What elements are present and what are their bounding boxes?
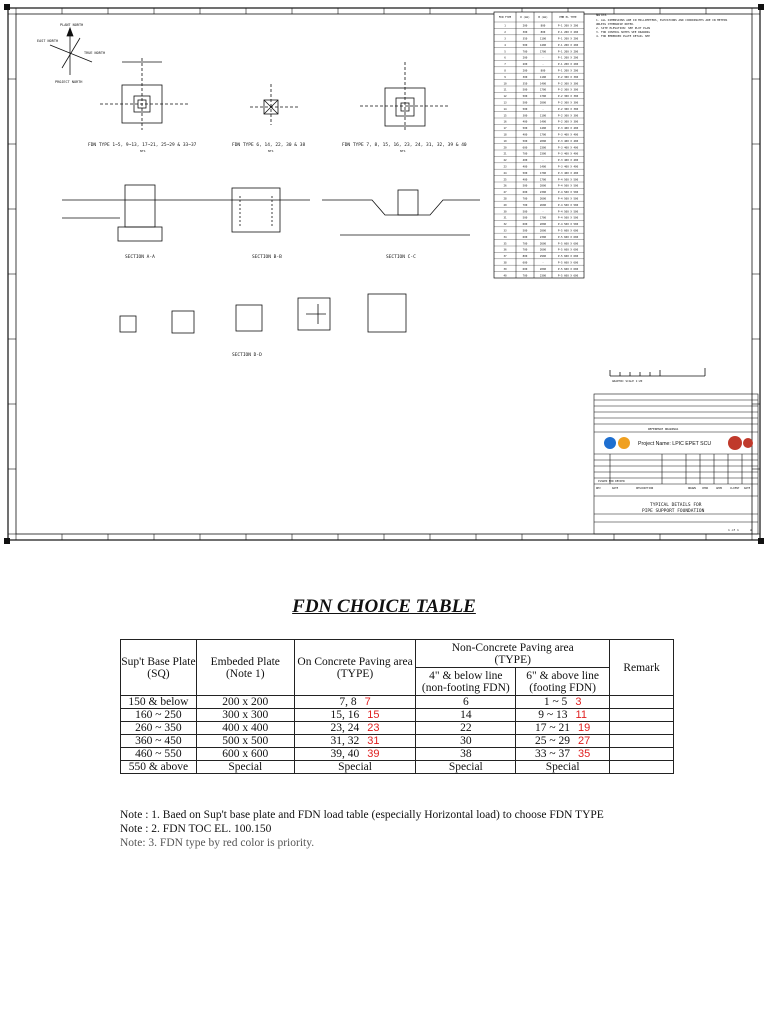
below-line-type-cell: Special [416,761,516,774]
ref-table-cell: P-2 300 X 300 [557,101,579,105]
ref-table-cell: 1400 [539,82,547,86]
embeded-plate-cell: 500 x 500 [196,735,294,748]
above-line-type-cell: 25 ~ 29 27 [516,735,610,748]
ref-table-cell: P-5 600 X 600 [557,229,579,233]
ref-table-cell: - [542,210,544,214]
ref-table-cell: 32 [503,223,507,227]
scale-note: NTS [400,149,406,153]
ref-table-cell: P-3 400 X 400 [557,159,579,163]
section-title: SECTION A-A [125,255,155,260]
sheet-number: 1 of 1 [728,528,739,532]
ref-table-cell: 2300 [539,152,547,156]
ref-table-cell: 7 [504,63,506,67]
ref-table-cell: 2600 [539,197,547,201]
ref-table-cell: 1700 [539,88,547,92]
ref-table-cell: 350 [522,82,528,86]
note-3: Note: 3. FDN type by red color is priority. [120,837,315,849]
ref-table-cell: 2600 [539,248,547,252]
ref-table-cell: 33 [503,229,507,233]
ref-table-cell: 500 [522,88,528,92]
note-line: 3. FOR CONTROL NOTES SEE DRAWING [596,30,650,34]
ref-table-cell: P-2 300 X 300 [557,75,579,79]
note-line: 2. SITE ELEVATION: SEE PLOT PLAN [596,26,650,30]
revision-header: REV [596,487,601,490]
ref-table-cell: 39 [503,267,507,271]
ref-table-cell: 3 [504,37,506,41]
concrete-type-cell: 15, 16 15 [294,709,416,722]
ref-table-cell: 1700 [539,171,547,175]
note-2: Note : 2. FDN TOC EL. 100.150 [120,823,272,835]
choice-table-notes [120,808,604,850]
ref-table-cell: 1400 [539,43,547,47]
note-1: Note : 1. Baed on Sup't base plate and FDN load table (especially Horizontal load) to choose FDN TYPE [120,809,604,821]
ref-table-cell: 40 [503,274,507,278]
embeded-plate-cell: 200 x 200 [196,696,294,709]
ref-table-cell: P-2 300 X 300 [557,114,579,118]
ref-table-cell: 27 [503,191,507,195]
revision-header: DATE [744,487,751,490]
header-embeded-plate: Embeded Plate (Note 1) [196,640,294,696]
ref-table-cell: 8 [504,69,506,73]
below-line-type-cell: 6 [416,696,516,709]
scale-note: NTS [140,149,146,153]
ref-table-cell: 500 [522,171,528,175]
ref-table-cell: 2300 [539,191,547,195]
ref-table-cell: P-2 300 X 300 [557,95,579,99]
ref-table-cell: 1 [504,24,506,28]
ref-table-cell: - [542,63,544,67]
note-line: 1. ALL DIMENSIONS ARE IN MILLIMETERS, ELEVATIONS AND COORDINATES ARE IN METERS [596,18,728,22]
base-plate-cell: 550 & above [121,761,197,774]
ref-table-cell: 34 [503,235,507,239]
north-label: TRUE NORTH [84,51,106,55]
above-line-type-cell: 9 ~ 13 11 [516,709,610,722]
ref-table-cell: 500 [522,139,528,143]
note-line: 4. FOR EMBEDDED PLATE DETAIL SEE [596,34,650,38]
ref-table-cell: P-4 500 X 500 [557,210,579,214]
ref-table-cell: P-4 500 X 500 [557,191,579,195]
ref-table-cell: 300 [522,114,528,118]
ref-table-cell: 400 [522,120,528,124]
ref-table-cell: 600 [522,235,528,239]
table-row [121,735,674,748]
priority-type-label: 35 [578,748,591,760]
ref-table-cell: 800 [540,69,546,73]
ref-table-header: EMB PL TYPE [559,16,577,19]
ref-table-cell: 1400 [539,127,547,131]
ref-table-cell: 500 [522,101,528,105]
ref-table-cell: P-2 300 X 300 [557,82,579,86]
header-above-line: 6" & above line (footing FDN) [516,668,610,696]
priority-type-label: 11 [575,709,587,721]
header-concrete-paving: On Concrete Paving area (TYPE) [294,640,416,696]
ref-table-cell: 2600 [539,203,547,207]
ref-table-cell: P-2 300 X 300 [557,88,579,92]
ref-table-cell: 700 [522,274,528,278]
ref-table-cell: P-3 400 X 400 [557,127,579,131]
ref-table-cell: P-1 200 X 200 [557,63,579,67]
ref-table-cell: P-3 400 X 400 [557,133,579,137]
ref-table-cell: 600 [522,267,528,271]
ref-table-cell: 11 [503,88,507,92]
ref-table-cell: 20 [503,146,507,150]
revision-header: CHKD [702,487,709,490]
ref-table-cell: 500 [522,229,528,233]
embeded-plate-cell: 400 x 400 [196,722,294,735]
ref-table-cell: 500 [522,107,528,111]
ref-table-cell: 17 [503,127,507,131]
ref-table-cell: 1400 [539,165,547,169]
ref-table-cell: 600 [522,261,528,265]
fdn-choice-section [0,590,768,890]
ref-table-cell: P-4 500 X 500 [557,178,579,182]
ref-table-cell: P-2 300 X 300 [557,107,579,111]
ref-table-cell: 9 [504,75,506,79]
ref-table-cell: 300 [522,31,528,35]
ref-table-cell: - [542,56,544,60]
ref-table-cell: 500 [522,127,528,131]
ref-table-cell: 12 [503,95,507,99]
ref-table-cell: 15 [503,114,507,118]
ref-table-cell: 23 [503,165,507,169]
ref-table-cell: 300 [522,75,528,79]
ref-table-cell: 6 [504,56,506,60]
view-title: FDN TYPE 6, 14, 22, 30 & 38 [232,143,306,148]
ref-table-cell: 700 [522,50,528,54]
ref-table-header: B (mm) [538,16,548,19]
scale-bar-label: GRAPHIC SCALE 1:20 [612,379,643,383]
concrete-type-cell: 31, 32 31 [294,735,416,748]
table-row [121,748,674,761]
concrete-type-cell: 7, 8 7 [294,696,416,709]
priority-type-label: 27 [578,735,591,747]
ref-table-cell: - [542,159,544,163]
ref-table-cell: P-3 400 X 400 [557,146,579,150]
ref-table-cell: P-4 500 X 500 [557,216,579,220]
ref-table-cell: 26 [503,184,507,188]
embeded-plate-cell: 600 x 600 [196,748,294,761]
ref-table-cell: 700 [522,197,528,201]
drawing-title-line-1: TYPICAL DETAILS FOR [650,503,702,508]
ref-table-cell: 700 [522,203,528,207]
ref-table-cell: 5 [504,50,506,54]
section-title: SECTION C-C [386,255,416,260]
ref-table-cell: 2 [504,31,506,35]
ref-table-header: FDN TYPE [498,16,512,19]
ref-table-cell: 500 [522,216,528,220]
ref-table-cell: P-1 200 X 200 [557,24,579,28]
ref-table-cell: 200 [522,56,528,60]
ref-table-cell: 29 [503,203,507,207]
north-label: PROJECT NORTH [55,80,83,84]
ref-table-cell: 700 [522,152,528,156]
ref-table-cell: 1700 [539,178,547,182]
priority-type-label: 7 [364,696,371,708]
ref-table-cell: P-4 500 X 500 [557,197,579,201]
ref-table-cell: 400 [522,165,528,169]
ref-table-cell: 600 [522,223,528,227]
embeded-plate-cell: 300 x 300 [196,709,294,722]
above-line-type-cell: 1 ~ 5 3 [516,696,610,709]
ref-table-cell: 16 [503,120,507,124]
scale-note: NTS [268,149,274,153]
ref-table-cell: 1100 [539,114,547,118]
ref-table-cell: 800 [540,31,546,35]
section-title: SECTION B-B [252,255,282,260]
issue-status: ISSUED FOR REVIEW [598,480,625,483]
table-row [121,709,674,722]
ref-table-cell: P-1 200 X 200 [557,37,579,41]
revision-header: APPD [716,487,723,490]
fdn-choice-table [120,639,674,774]
priority-type-label: 19 [578,722,591,734]
table-row [121,761,674,774]
ref-table-cell: 14 [503,107,507,111]
ref-table-cell: 2000 [539,229,547,233]
view-title: FDN TYPE 7, 8, 15, 16, 23, 24, 31, 32, 39 & 40 [342,143,467,148]
ref-table-cell: 2300 [539,146,547,150]
ref-table-cell: 2300 [539,274,547,278]
note-line: UNLESS OTHERWISE NOTED. [596,22,635,26]
ref-table-cell: 500 [522,95,528,99]
above-line-type-cell: Special [516,761,610,774]
ref-table-cell: 400 [522,178,528,182]
ref-table-cell: P-3 400 X 400 [557,171,579,175]
header-nonconcrete-paving: Non-Concrete Paving area (TYPE) [416,640,610,668]
ref-table-cell: P-4 500 X 500 [557,203,579,207]
ref-table-cell: P-3 400 X 400 [557,152,579,156]
section-title: SECTION D-D [232,353,262,358]
remark-cell [610,735,674,748]
header-base-plate: Sup't Base Plate (SQ) [121,640,197,696]
remark-cell [610,709,674,722]
remark-cell [610,748,674,761]
ref-table-cell: 22 [503,159,507,163]
ref-table-cell: 700 [522,242,528,246]
ref-table-cell: 1100 [539,37,547,41]
ref-table-cell: 2000 [539,267,547,271]
remark-cell [610,722,674,735]
ref-table-cell: 19 [503,139,507,143]
ref-table-cell: P-3 400 X 400 [557,139,579,143]
reference-drawings-label: REFERENCE DRAWINGS [648,427,679,431]
header-remark: Remark [610,640,674,696]
fdn-reference-table [494,12,584,278]
revision-header: DRAWN [688,487,696,490]
ref-table-cell: 4 [504,43,506,47]
ref-table-cell: 24 [503,171,507,175]
priority-type-label: 31 [367,735,380,747]
table-row [121,722,674,735]
below-line-type-cell: 38 [416,748,516,761]
concrete-type-cell: 39, 40 39 [294,748,416,761]
ref-table-cell: 200 [522,24,528,28]
ref-table-cell: 400 [522,159,528,163]
ref-table-cell: P-5 600 X 600 [557,255,579,259]
drawing-title-line-2: PIPE SUPPORT FOUNDATION [642,509,705,514]
ref-table-cell: 2300 [539,235,547,239]
ref-table-cell: 600 [522,146,528,150]
ref-table-cell: 2600 [539,242,547,246]
north-label: EAST NORTH [37,39,59,43]
concrete-type-cell: 23, 24 23 [294,722,416,735]
ref-table-cell: 500 [522,210,528,214]
header-below-line: 4" & below line (non-footing FDN) [416,668,516,696]
north-label: PLANT NORTH [60,23,84,27]
ref-table-cell: 2000 [539,101,547,105]
ref-table-cell: P-1 200 X 200 [557,69,579,73]
ref-table-cell: 1700 [539,50,547,54]
revision-header: CLIENT [730,487,740,490]
ref-table-cell: 500 [522,43,528,47]
base-plate-cell: 360 ~ 450 [121,735,197,748]
ref-table-cell: P-3 400 X 400 [557,165,579,169]
ref-table-cell: 700 [522,248,528,252]
ref-table-cell: 400 [522,133,528,137]
ref-table-cell: - [542,107,544,111]
priority-type-label: 3 [575,696,582,708]
ref-table-cell: 38 [503,261,507,265]
ref-table-cell: P-5 600 X 600 [557,274,579,278]
base-plate-cell: 460 ~ 550 [121,748,197,761]
ref-table-cell: 1700 [539,95,547,99]
base-plate-cell: 260 ~ 350 [121,722,197,735]
ref-table-cell: 35 [503,242,507,246]
ref-table-cell: 2900 [539,255,547,259]
priority-type-label: 15 [367,709,380,721]
ref-table-cell: P-5 600 X 600 [557,242,579,246]
notes-title: NOTES [596,13,607,17]
ref-table-cell: 2000 [539,184,547,188]
ref-table-cell: 13 [503,101,507,105]
ref-table-cell: P-5 600 X 600 [557,261,579,265]
revision-header: DESCRIPTION [636,487,654,490]
ref-table-cell: P-1 200 X 200 [557,56,579,60]
revision-letter: A [750,528,752,532]
concrete-type-cell: Special [294,761,416,774]
ref-table-cell: 600 [522,191,528,195]
ref-table-cell: 800 [522,255,528,259]
below-line-type-cell: 22 [416,722,516,735]
ref-table-header: D (mm) [520,16,530,19]
ref-table-cell: 28 [503,197,507,201]
ref-table-cell: 1100 [539,75,547,79]
ref-table-cell: 1700 [539,133,547,137]
above-line-type-cell: 17 ~ 21 19 [516,722,610,735]
remark-cell [610,696,674,709]
base-plate-cell: 160 ~ 250 [121,709,197,722]
ref-table-cell: - [542,261,544,265]
ref-table-cell: 350 [522,37,528,41]
ref-table-cell: 500 [522,184,528,188]
ref-table-cell: P-2 300 X 300 [557,120,579,124]
ref-table-cell: 1700 [539,216,547,220]
revision-header: DATE [612,487,619,490]
ref-table-cell: 18 [503,133,507,137]
embeded-plate-cell: Special [196,761,294,774]
below-line-type-cell: 30 [416,735,516,748]
below-line-type-cell: 14 [416,709,516,722]
ref-table-cell: P-1 200 X 200 [557,43,579,47]
ref-table-cell: 200 [522,69,528,73]
base-plate-cell: 150 & below [121,696,197,709]
ref-table-cell: 1400 [539,120,547,124]
table-row [121,696,674,709]
ref-table-cell: 36 [503,248,507,252]
ref-table-cell: 200 [522,63,528,67]
ref-table-cell: P-5 600 X 600 [557,248,579,252]
above-line-type-cell: 33 ~ 37 35 [516,748,610,761]
ref-table-cell: P-4 500 X 500 [557,223,579,227]
ref-table-cell: 2000 [539,223,547,227]
fdn-choice-table-title: FDN CHOICE TABLE [292,596,476,617]
priority-type-label: 39 [367,748,380,760]
ref-table-cell: P-1 200 X 200 [557,50,579,54]
ref-table-cell: 37 [503,255,507,259]
ref-table-cell: 800 [540,24,546,28]
remark-cell [610,761,674,774]
ref-table-cell: P-5 600 X 600 [557,267,579,271]
ref-table-cell: 31 [503,216,507,220]
view-title: FDN TYPE 1~5, 9~13, 17~21, 25~29 & 33~37 [88,143,197,148]
ref-table-cell: 25 [503,178,507,182]
ref-table-cell: P-4 500 X 500 [557,184,579,188]
ref-table-cell: 2000 [539,139,547,143]
ref-table-cell: 30 [503,210,507,214]
ref-table-cell: 21 [503,152,507,156]
ref-table-cell: P-1 200 X 200 [557,31,579,35]
ref-table-cell: P-5 600 X 600 [557,235,579,239]
priority-type-label: 23 [367,722,380,734]
project-name: Project Name: LPIC EPET SCU [638,441,712,447]
ref-table-cell: 10 [503,82,507,86]
